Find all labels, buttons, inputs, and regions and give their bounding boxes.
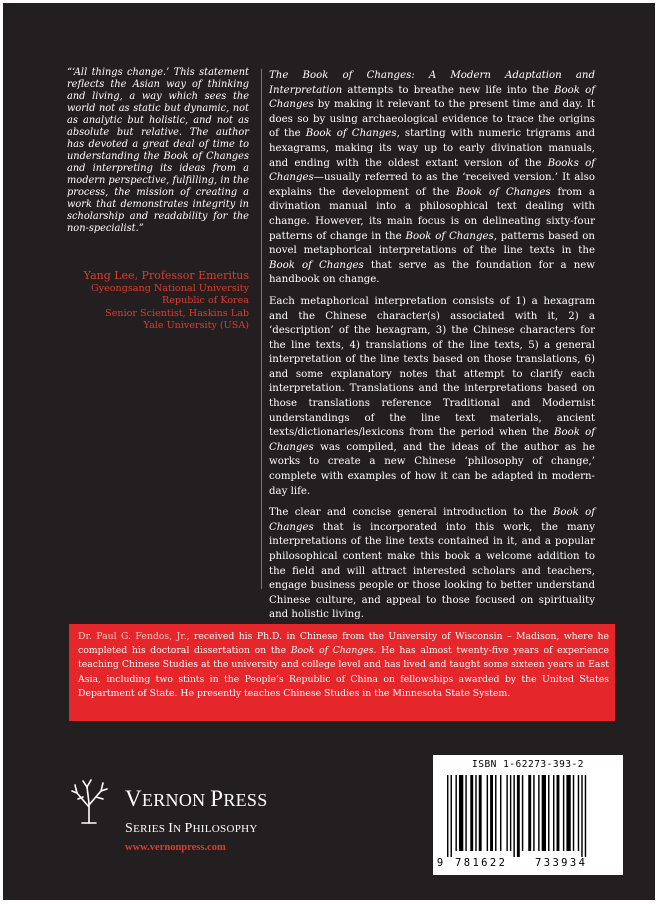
text-run: from a divination manual into a philosophical text dealing with change. However, its main focus is on delineating sixty-four patterns of change in the [269, 186, 595, 242]
isbn-group-2: 733934 [535, 857, 588, 869]
isbn-label: ISBN 1-62273-393-2 [472, 759, 584, 770]
barcode-bar [517, 775, 520, 857]
barcode-bar [548, 775, 549, 851]
author-bio-band [69, 624, 615, 721]
isbn-barcode-box [433, 755, 623, 875]
barcode-bar [522, 775, 523, 851]
text-run: that is incorporated into this work, the many interpretations of the line texts contained in it, and a popular philosophical content make this book a welcome addition to the field and will attract interested scholars and teachers, engage business people or those looking to better understand Chinese culture, and appeal to those focused on spirituality and holistic living. [269, 521, 595, 621]
barcode-bar [451, 775, 452, 857]
text-run: patterns based on novel metaphorical interpretations of the line texts in the [269, 230, 595, 257]
barcode-bar [533, 775, 534, 851]
isbn-lead-digit: 9 [436, 857, 444, 869]
barcode-bar [470, 775, 473, 851]
endorsement-attribution [67, 269, 249, 333]
description-paragraph-2 [269, 295, 595, 499]
isbn-digits [433, 857, 623, 869]
text-run: —usually referred to as the ‘received version.’ It also explains the development of the [269, 172, 595, 198]
text-run: ERIES [133, 823, 169, 835]
text-run: The clear and concise general introduction to the [269, 507, 553, 519]
barcode-bar [475, 775, 476, 851]
text-run: that serve as the foundation for a new handbook on change. [269, 259, 596, 286]
text-run: HILOSOPHY [192, 823, 258, 835]
barcode-bar [542, 775, 546, 851]
barcode-bars [445, 775, 611, 857]
text-run: received his Ph.D. in Chinese from the University of Wisconsin – Madison, where he completed his doctoral dissertation on the [78, 631, 610, 657]
tree-icon [69, 777, 109, 825]
barcode-bar [557, 775, 560, 851]
publisher-url: www.vernonpress.com [125, 842, 226, 853]
barcode-bar [573, 775, 574, 851]
text-run: I [168, 821, 174, 836]
barcode-bar [553, 775, 554, 851]
text-run: was compiled, and the ideas of the author as he works to create a new Chinese ‘philosophy of change,’ complete with examples of how it can be adapted in modern-day life. [269, 441, 595, 497]
barcode-bar [487, 775, 488, 851]
barcode-bar [459, 775, 463, 851]
endorser-affiliation-2: Republic of Korea [162, 295, 249, 307]
barcode-bar [455, 775, 456, 851]
book-title-italic: Book of Changes [269, 427, 595, 453]
text-run: S [125, 821, 134, 836]
endorser-affiliation-4: Yale University (USA) [143, 320, 249, 332]
barcode-bar [500, 775, 501, 851]
endorser-affiliation-1: Gyeongsang National University [91, 283, 249, 294]
text-run: Each metaphorical interpretation consists of 1) a hexagram and the Chinese character(s) associated with it, 2) a ‘description’ of the hexagram, 3) the Chinese characters for the line texts, 4) translations of the line texts, 5) a general interpretation of the line texts based on those translations, 6) and some explanatory notes that attempt to clarify each interpretation. Translations and the interpretations based on those translations reference Traditional and Modernist understandings of the line text materials, ancient texts/dictionaries/lexicons from the period when the [269, 295, 595, 439]
book-description [269, 69, 595, 630]
description-paragraph-1 [269, 69, 595, 288]
description-paragraph-3 [269, 506, 595, 623]
quote-text: “‘All things change.’ This statement reflects the Asian way of thinking and living, a way which sees the world not as static but dynamic, not as analytic but holistic, and not as absolute but relative. The author has devoted a great deal of time to understanding the Book of Changes and interpreting its ideas from a modern perspective, fulfilling, in the process, the mission of creating a work that demonstrates integrity in scholarship and readability for the non-specialist.” [67, 67, 249, 234]
barcode-bar [447, 775, 448, 857]
barcode-bar [581, 775, 582, 857]
text-run: He has almost twenty-five years of experience teaching Chinese Studies at the university and college level and has lived and taught some sixteen years in East Asia, including two stints in the People’s Republic of China on fellowships awarded by the United States Department of State. He presently teaches Chinese Studies in the Minnesota State System. [78, 645, 609, 699]
book-title-italic: Book of Changes [269, 507, 595, 533]
text-run: RESS [223, 790, 268, 810]
publisher-name [125, 786, 268, 812]
text-run: N [173, 823, 185, 835]
column-divider [261, 69, 262, 589]
barcode-bar [528, 775, 531, 851]
book-title-italic: Book of Changes [269, 259, 364, 271]
text-run: V [125, 786, 142, 811]
book-title-italic: Book of Changes, [305, 128, 400, 140]
barcode-bar [490, 775, 493, 851]
barcode-bar [479, 775, 482, 851]
barcode-bar [513, 775, 514, 857]
book-title-italic: Book of Changes [269, 84, 595, 111]
endorser-affiliation-3: Senior Scientist, Haskins Lab [105, 307, 249, 319]
text-run: P [210, 786, 224, 811]
endorser-name: Yang Lee, Professor Emeritus [83, 269, 249, 282]
book-title-italic: The Book of Changes: A Modern Adaptation and Interpretation [269, 70, 595, 96]
book-title-italic: Book of Changes. [290, 645, 377, 657]
endorsement-quote [67, 67, 249, 235]
barcode-bar [585, 775, 586, 857]
text-run: P [184, 821, 193, 836]
barcode-bar [563, 775, 564, 851]
author-name: Dr. Paul G. Fendos, Jr., [78, 631, 190, 642]
text-run: attempts to breathe new life into the [342, 84, 555, 96]
text-run: ERNON [141, 790, 211, 810]
text-run: starting with numeric trigrams and hexagrams, making its way up to early divination manuals, and ending with the oldest extant version of the [269, 128, 595, 169]
book-title-italic: Book of Changes [456, 186, 551, 198]
book-title-italic: Books of Changes [269, 157, 596, 184]
barcode-bar [578, 775, 579, 851]
isbn-group-1: 781622 [455, 857, 508, 869]
barcode-bar [510, 775, 511, 851]
back-cover [3, 3, 655, 900]
book-title-italic: Book of Changes, [405, 230, 497, 242]
barcode-bar [506, 775, 507, 851]
barcode-bar [566, 775, 570, 851]
text-run: by making it relevant to the present time and day. It does so by using archaeological evidence to trace the origins of the [269, 99, 595, 140]
series-name [125, 821, 258, 837]
barcode-bar [538, 775, 539, 851]
barcode-bar [465, 775, 466, 851]
barcode-bar [495, 775, 496, 851]
